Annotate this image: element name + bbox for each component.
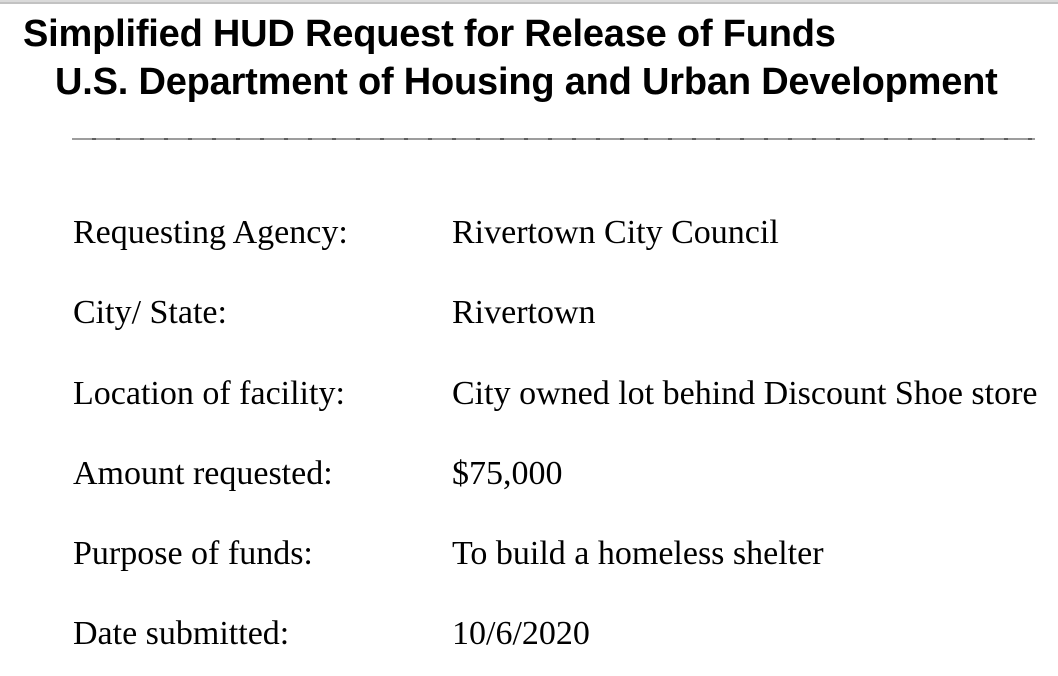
field-label: City/ State:	[73, 294, 227, 331]
form-row-requesting-agency	[0, 216, 1058, 258]
field-label: Amount requested:	[73, 455, 333, 492]
field-value: Rivertown	[452, 294, 596, 331]
form-row-city-state	[0, 296, 1058, 338]
field-label: Location of facility:	[73, 375, 345, 412]
field-label: Requesting Agency:	[73, 214, 348, 251]
form-row-location	[0, 377, 1058, 419]
document-title-line1: Simplified HUD Request for Release of Funds	[23, 13, 836, 55]
field-value: City owned lot behind Discount Shoe store	[452, 375, 1038, 412]
field-value: Rivertown City Council	[452, 214, 779, 251]
form-row-amount	[0, 457, 1058, 499]
field-label: Purpose of funds:	[73, 535, 313, 572]
field-label: Date submitted:	[73, 615, 290, 652]
form-row-purpose	[0, 537, 1058, 579]
field-value: $75,000	[452, 455, 563, 492]
document-title-line2: U.S. Department of Housing and Urban Development	[55, 61, 998, 103]
form-row-date	[0, 617, 1058, 659]
field-value: 10/6/2020	[452, 615, 590, 652]
window-top-edge	[0, 0, 1058, 5]
section-divider	[72, 138, 1035, 140]
field-value: To build a homeless shelter	[452, 535, 824, 572]
